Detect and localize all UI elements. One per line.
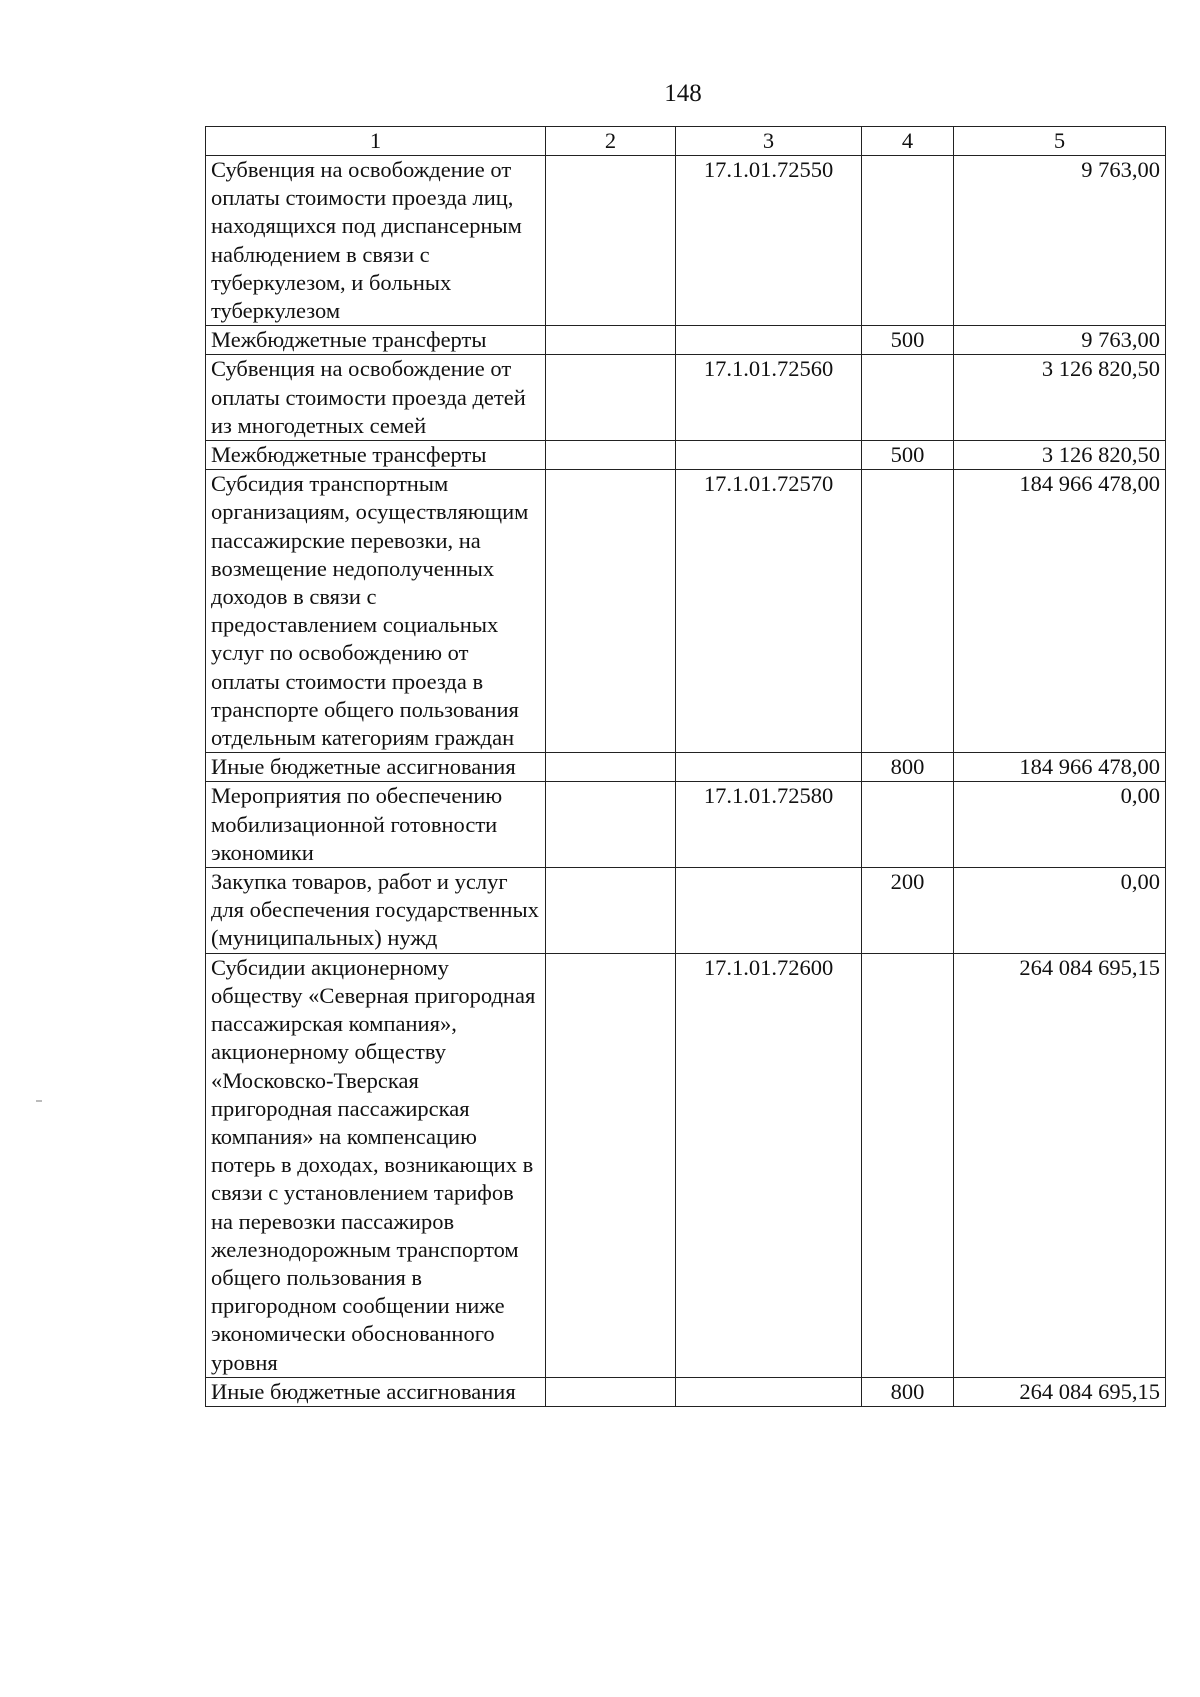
row-col2-cell (546, 441, 676, 470)
row-kvr-cell (862, 782, 954, 868)
row-amount-cell: 9 763,00 (954, 326, 1166, 355)
header-col-1: 1 (206, 127, 546, 156)
row-name-cell: Иные бюджетные ассигнования (206, 753, 546, 782)
table-row (206, 470, 1166, 753)
row-code-cell (676, 326, 862, 355)
table-row (206, 782, 1166, 868)
row-code-cell: 17.1.01.72570 (676, 470, 862, 753)
table-row (206, 326, 1166, 355)
row-amount-cell: 9 763,00 (954, 156, 1166, 326)
page-number: 148 (664, 80, 702, 107)
row-kvr-cell (862, 470, 954, 753)
row-kvr-cell (862, 156, 954, 326)
table-row (206, 441, 1166, 470)
row-amount-cell: 184 966 478,00 (954, 470, 1166, 753)
scan-mark (36, 1100, 42, 1102)
row-code-cell (676, 753, 862, 782)
table-row (206, 953, 1166, 1377)
row-amount-cell: 264 084 695,15 (954, 953, 1166, 1377)
row-col2-cell (546, 355, 676, 441)
row-amount-cell: 3 126 820,50 (954, 441, 1166, 470)
row-name-cell: Закупка товаров, работ и услуг для обеспечения государственных (муниципальных) нужд (206, 868, 546, 954)
header-col-5: 5 (954, 127, 1166, 156)
row-col2-cell (546, 326, 676, 355)
row-name-cell: Субсидия транспортным организациям, осуществляющим пассажирские перевозки, на возмещение недополученных доходов в связи с предоставлением социальных услуг по освобождению от оплаты стоимости проезда в транспорте общего пользования отдельным категориям граждан (206, 470, 546, 753)
row-kvr-cell: 500 (862, 326, 954, 355)
row-kvr-cell: 200 (862, 868, 954, 954)
row-code-cell (676, 441, 862, 470)
row-kvr-cell: 800 (862, 753, 954, 782)
header-col-2: 2 (546, 127, 676, 156)
row-code-cell: 17.1.01.72580 (676, 782, 862, 868)
row-amount-cell: 0,00 (954, 868, 1166, 954)
row-col2-cell (546, 1377, 676, 1406)
row-kvr-cell (862, 355, 954, 441)
row-code-cell: 17.1.01.72550 (676, 156, 862, 326)
row-name-cell: Субвенция на освобождение от оплаты стоимости проезда детей из многодетных семей (206, 355, 546, 441)
row-name-cell: Субвенция на освобождение от оплаты стоимости проезда лиц, находящихся под диспансерным наблюдением в связи с туберкулезом, и больных туберкулезом (206, 156, 546, 326)
table-row (206, 355, 1166, 441)
row-col2-cell (546, 156, 676, 326)
budget-table (205, 126, 1166, 1407)
row-kvr-cell: 800 (862, 1377, 954, 1406)
row-name-cell: Субсидии акционерному обществу «Северная пригородная пассажирская компания», акционерному обществу «Московско-Тверская пригородная пассажирская компания» на компенсацию потерь в доходах, возникающих в связи с установлением тарифов на перевозки пассажиров железнодорожным транспортом общего пользования в пригородном сообщении ниже экономически обоснованного уровня (206, 953, 546, 1377)
table-body (206, 127, 1166, 1407)
row-col2-cell (546, 868, 676, 954)
row-col2-cell (546, 753, 676, 782)
row-name-cell: Иные бюджетные ассигнования (206, 1377, 546, 1406)
row-col2-cell (546, 782, 676, 868)
row-code-cell (676, 1377, 862, 1406)
row-name-cell: Мероприятия по обеспечению мобилизационной готовности экономики (206, 782, 546, 868)
table-header-row (206, 127, 1166, 156)
table-row (206, 156, 1166, 326)
row-col2-cell (546, 953, 676, 1377)
row-kvr-cell (862, 953, 954, 1377)
row-kvr-cell: 500 (862, 441, 954, 470)
row-code-cell: 17.1.01.72600 (676, 953, 862, 1377)
row-amount-cell: 264 084 695,15 (954, 1377, 1166, 1406)
row-code-cell: 17.1.01.72560 (676, 355, 862, 441)
row-col2-cell (546, 470, 676, 753)
row-name-cell: Межбюджетные трансферты (206, 441, 546, 470)
row-amount-cell: 0,00 (954, 782, 1166, 868)
row-amount-cell: 3 126 820,50 (954, 355, 1166, 441)
row-name-cell: Межбюджетные трансферты (206, 326, 546, 355)
table-row (206, 753, 1166, 782)
table-row (206, 1377, 1166, 1406)
row-amount-cell: 184 966 478,00 (954, 753, 1166, 782)
table-row (206, 868, 1166, 954)
header-col-4: 4 (862, 127, 954, 156)
header-col-3: 3 (676, 127, 862, 156)
row-code-cell (676, 868, 862, 954)
